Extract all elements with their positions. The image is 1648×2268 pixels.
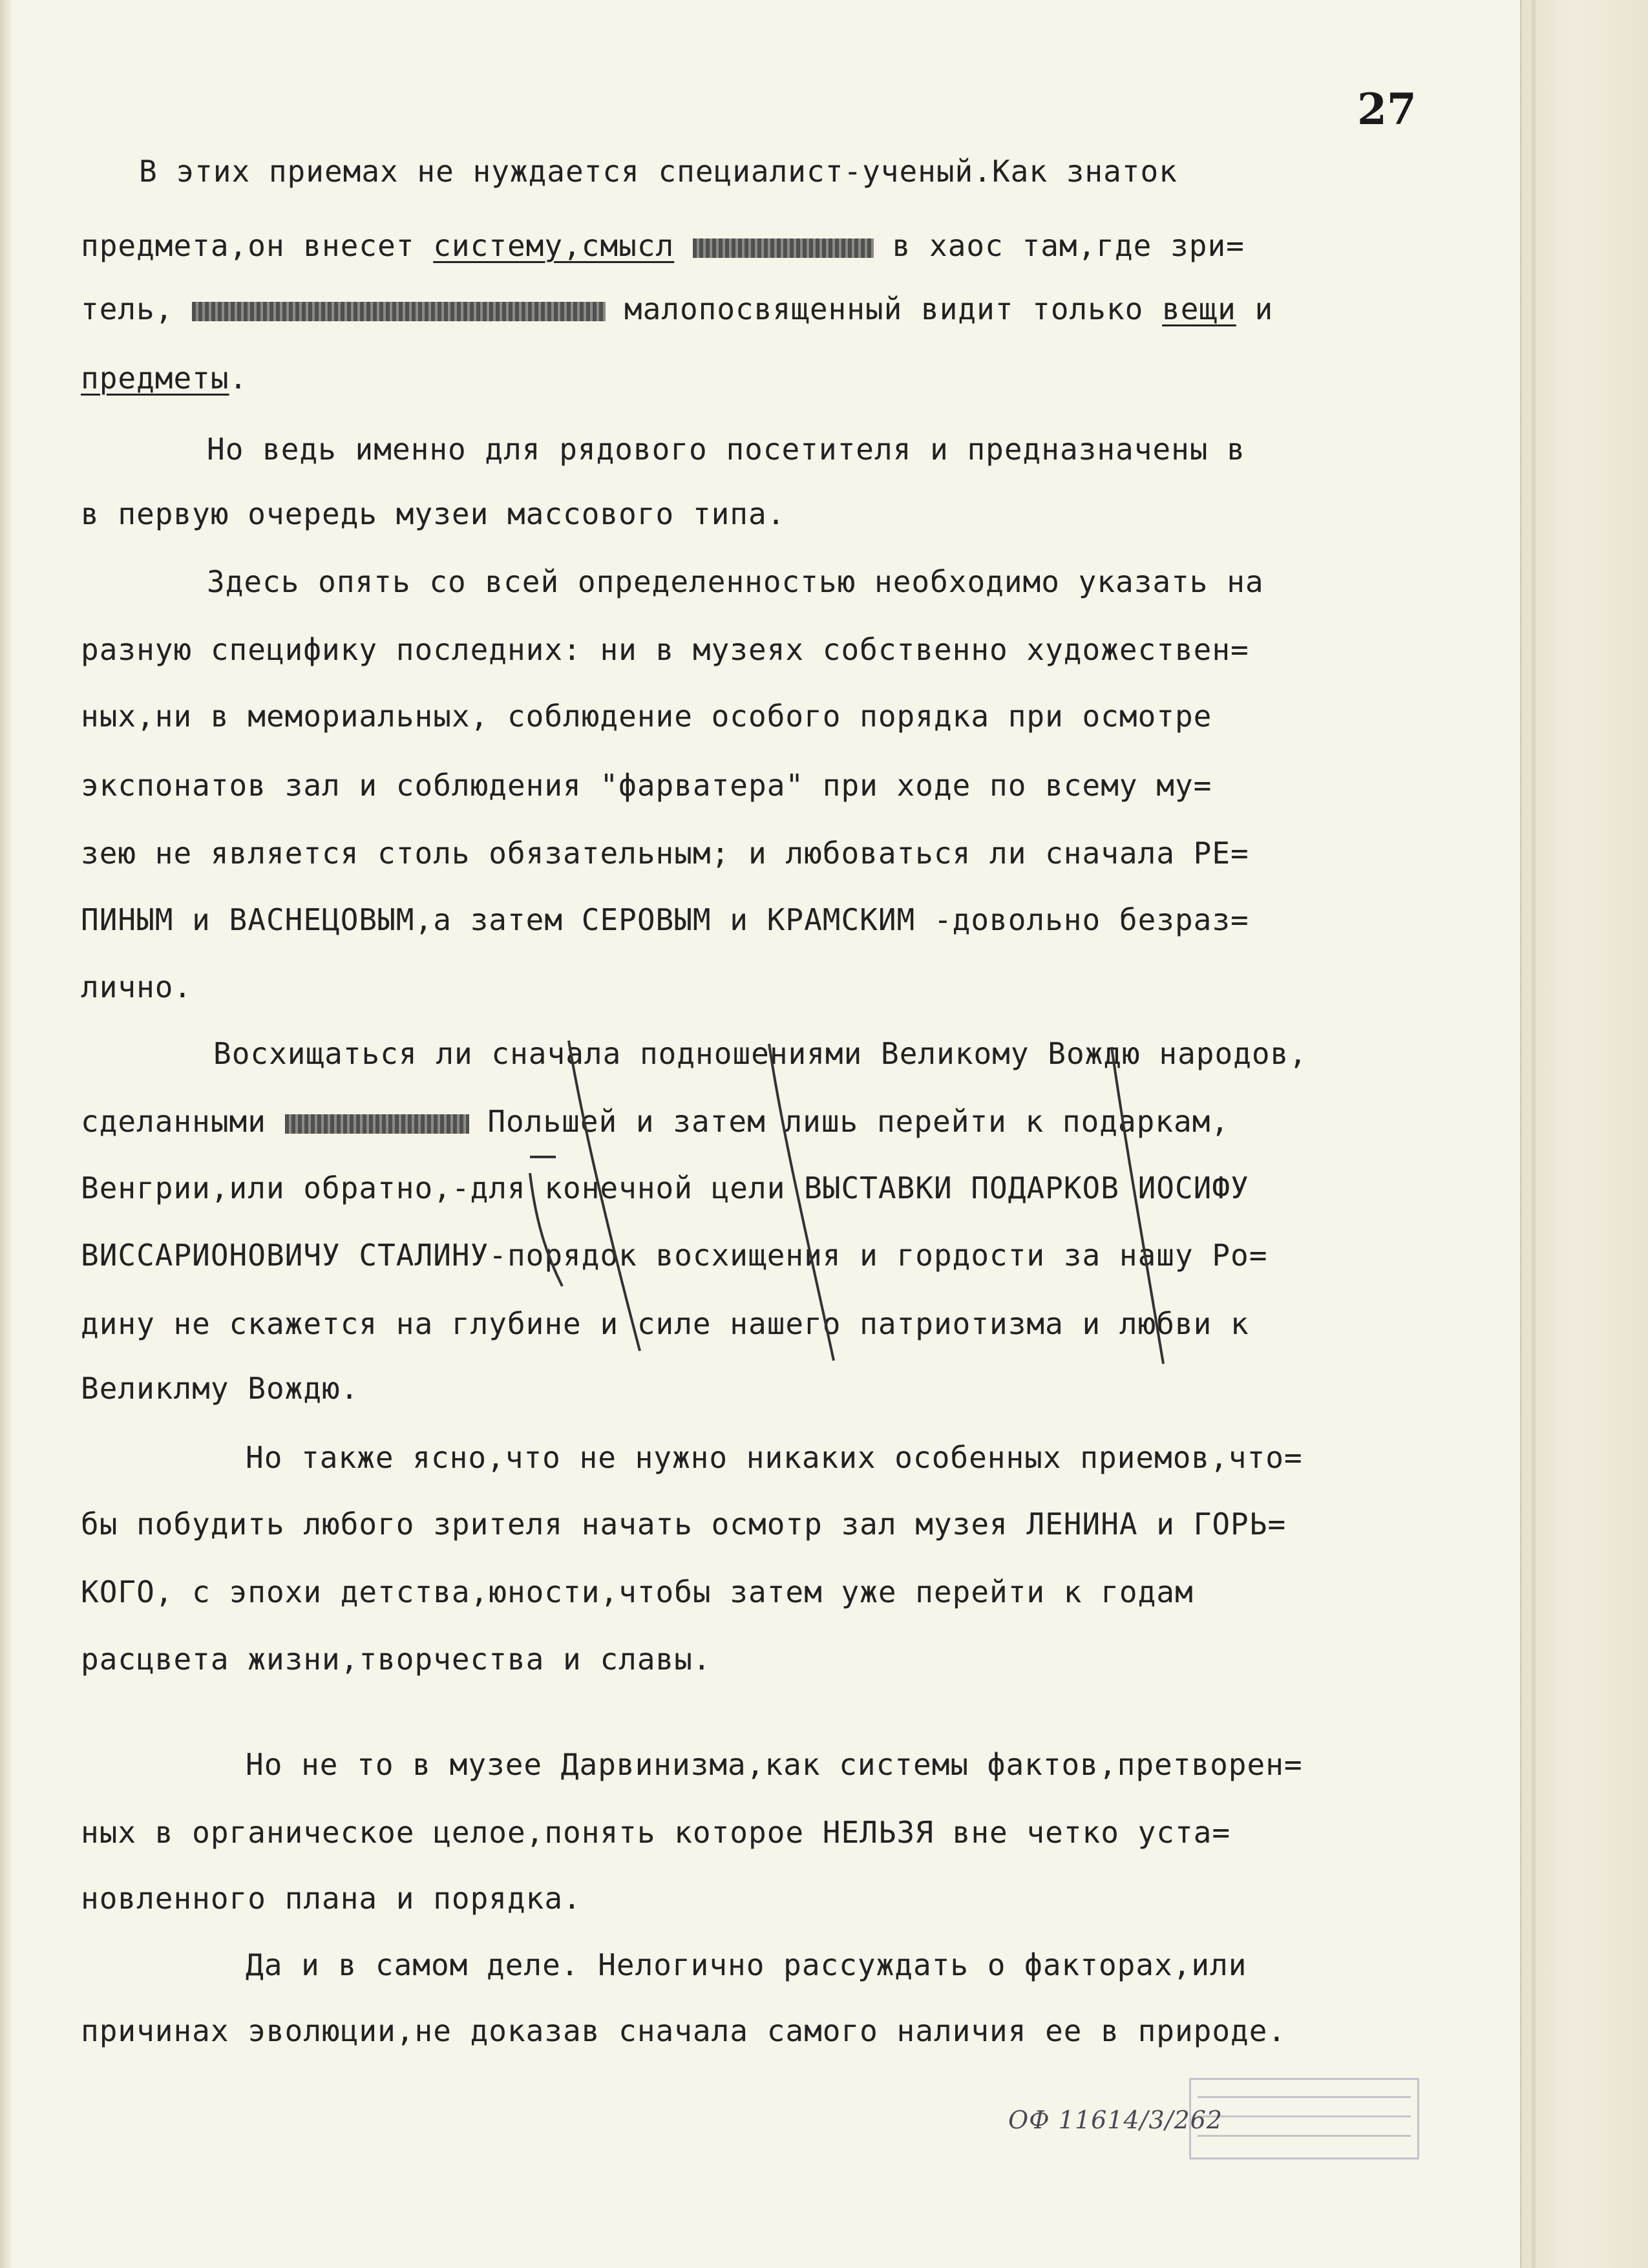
text-fragment: тель,	[81, 291, 174, 326]
text-line: ных,ни в мемориальных, соблюдение особого порядка при осмотре	[81, 699, 1212, 734]
struck-out-word	[285, 1114, 469, 1134]
text-line: Да и в самом деле. Нелогично рассуждать о факторах,или	[246, 1947, 1247, 1982]
underlined-word: предметы	[81, 361, 229, 396]
underlined-word: систему,смысл	[433, 228, 675, 263]
stamp-rule	[1198, 2096, 1411, 2098]
underlined-word: вещи	[1162, 291, 1236, 326]
text-line: дину не скажется на глубине и силе нашего патриотизма и любви к	[81, 1306, 1249, 1341]
text-line	[81, 1102, 1229, 1141]
text-fragment: в хаос там,где зри=	[892, 228, 1245, 263]
page-number: 27	[1357, 84, 1417, 134]
stamp-rule	[1198, 2135, 1411, 2137]
text-line: в первую очередь музеи массового типа.	[81, 496, 786, 531]
struck-out-word	[693, 238, 874, 258]
text-fragment: и	[1254, 291, 1274, 326]
text-line: КОГО, с эпохи детства,юности,чтобы затем уже перейти к годам	[81, 1574, 1194, 1609]
text-line: ВИССАРИОНОВИЧУ СТАЛИНУ-порядок восхищения и гордости за нашу Ро=	[81, 1238, 1268, 1273]
text-line: Но также ясно,что не нужно никаких особенных приемов,что=	[246, 1440, 1303, 1475]
museum-stamp	[1189, 2078, 1419, 2159]
text-line: Но не то в музее Дарвинизма,как системы фактов,претворен=	[246, 1747, 1303, 1782]
text-line	[81, 226, 1245, 265]
text-line: разную специфику последних: ни в музеях собственно художествен=	[81, 632, 1249, 667]
text-fragment: Польшей и затем лишь перейти к подаркам,	[487, 1104, 1230, 1139]
text-line: В этих приемах не нуждается специалист-ученый.Как знаток	[139, 154, 1178, 189]
text-fragment: предмета,он внесет	[81, 228, 415, 263]
text-line: Здесь опять со всей определенностью необходимо указать на	[207, 564, 1264, 599]
text-line: Восхищаться ли сначала подношениями Великому Вождю народов,	[213, 1036, 1307, 1071]
text-line: расцвета жизни,творчества и славы.	[81, 1642, 712, 1677]
text-line: новленного плана и порядка.	[81, 1881, 582, 1916]
sheet-fold	[1532, 0, 1536, 2268]
stamp-rule	[1198, 2115, 1411, 2117]
text-line: Венгрии,или обратно,-для конечной цели ВЫСТАВКИ ПОДАРКОВ ИОСИФУ	[81, 1171, 1249, 1205]
text-fragment: .	[229, 361, 248, 396]
text-fragment: малопосвященный видит только	[624, 291, 1144, 326]
text-line	[81, 359, 248, 397]
struck-out-word	[192, 302, 606, 321]
text-line: бы побудить любого зрителя начать осмотр зал музея ЛЕНИНА и ГОРЬ=	[81, 1507, 1287, 1542]
text-line: причинах эволюции,не доказав сначала самого наличия ее в природе.	[81, 2013, 1287, 2048]
text-line: зею не является столь обязательным; и любоваться ли сначала РЕ=	[81, 836, 1249, 871]
text-line: Великлму Вождю.	[81, 1371, 359, 1406]
page-edge-shadow	[0, 0, 13, 2268]
text-line: лично.	[81, 970, 193, 1004]
attached-sheet-strip	[1520, 0, 1648, 2268]
text-fragment: сделанными	[81, 1104, 266, 1139]
text-line: экспонатов зал и соблюдения "фарватера" при ходе по всему му=	[81, 768, 1212, 803]
text-line: Но ведь именно для рядового посетителя и предназначены в	[207, 432, 1245, 467]
text-line: ПИНЫМ и ВАСНЕЦОВЫМ,а затем СЕРОВЫМ и КРАМСКИМ -довольно безраз=	[81, 902, 1249, 937]
text-line: ных в органическое целое,понять которое НЕЛЬЗЯ вне четко уста=	[81, 1815, 1231, 1850]
handwritten-inventory-note: ОФ 11614/3/262	[1008, 2106, 1223, 2134]
text-line	[81, 290, 1273, 328]
